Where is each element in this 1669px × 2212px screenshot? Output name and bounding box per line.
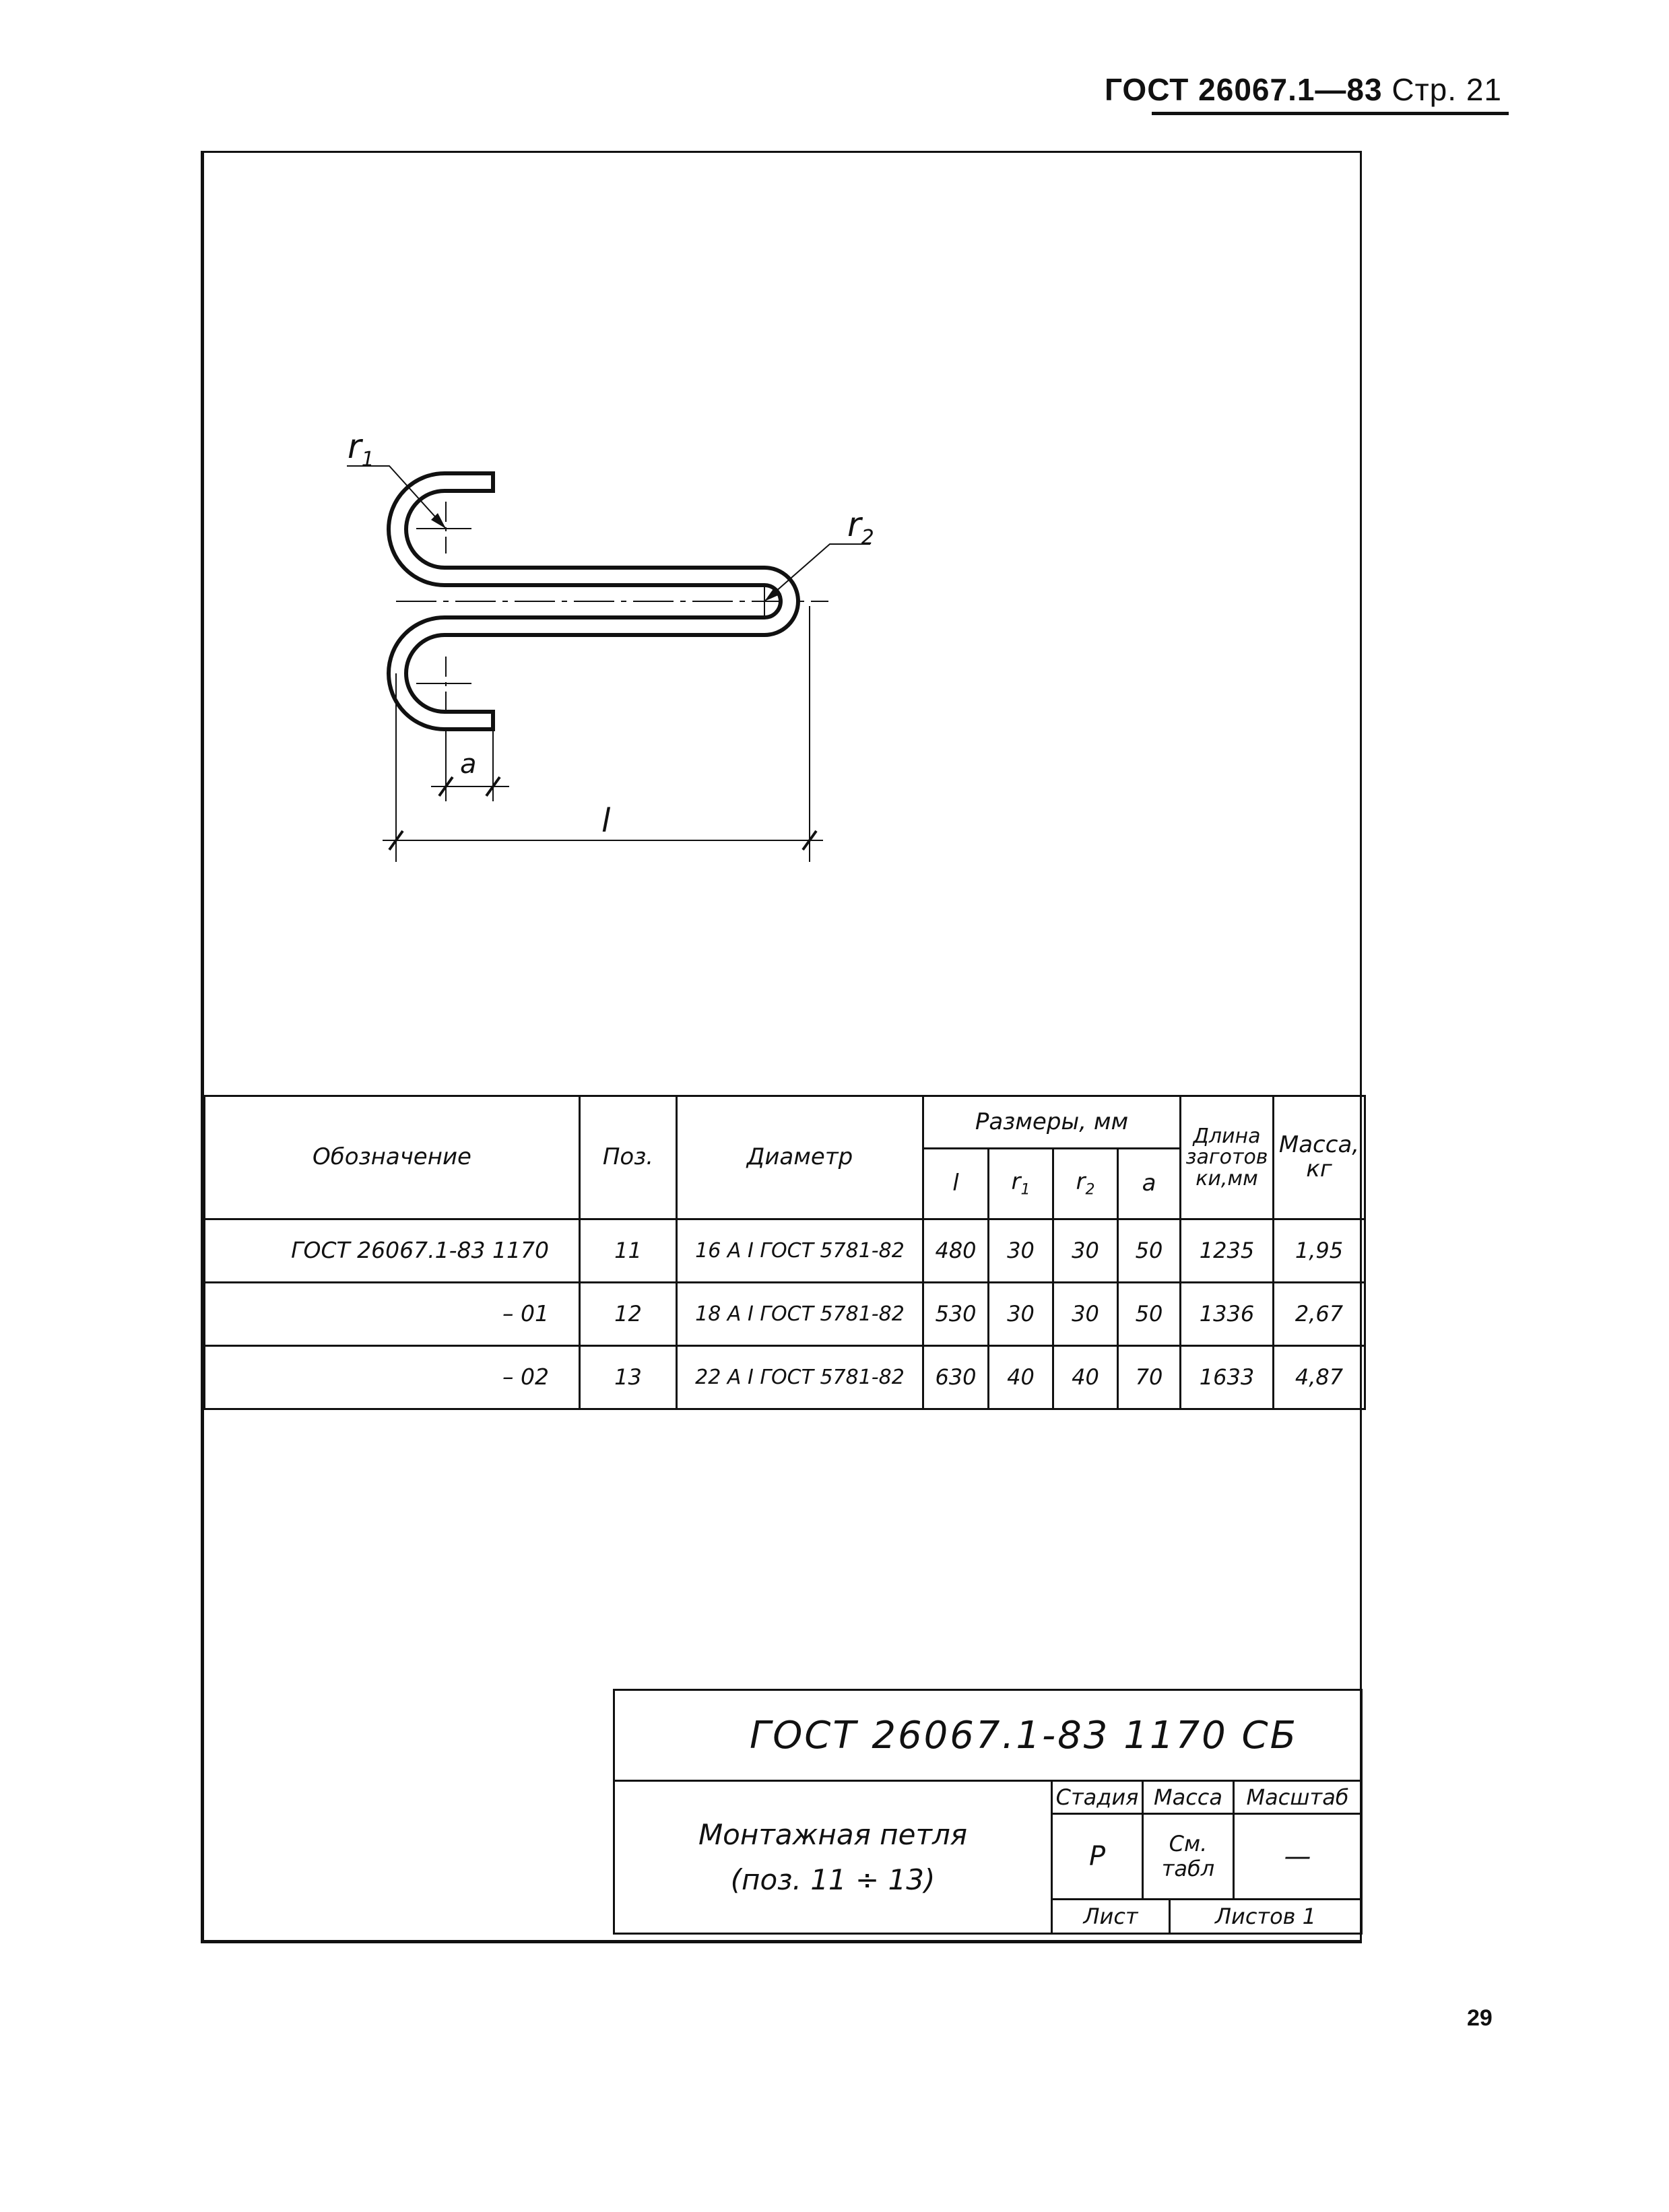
- col-diameter: Диаметр: [677, 1096, 923, 1219]
- leader-arrows: [431, 513, 781, 601]
- a-label: a: [460, 749, 477, 780]
- document-code: ГОСТ 26067.1-83 1170 СБ: [614, 1690, 1362, 1781]
- page-label: Стр. 21: [1392, 72, 1502, 107]
- title-block: [613, 1689, 1363, 1935]
- table-header-row: [204, 1096, 1365, 1149]
- mass-label: Масса: [1143, 1781, 1234, 1814]
- l-label: l: [601, 802, 611, 840]
- sheets-label: Листов 1: [1170, 1900, 1362, 1934]
- col-dimensions: Размеры, мм: [923, 1096, 1181, 1149]
- col-r1: $r_1$: [989, 1149, 1053, 1219]
- specification-table: [202, 1095, 1366, 1410]
- table-row: – 01 12 18 А I ГОСТ 5781-82 530 30 30 50 1336 2,67: [204, 1283, 1365, 1346]
- r1-label: $r_1$: [348, 427, 374, 471]
- sheet-label: Лист: [1052, 1900, 1170, 1934]
- table-row: ГОСТ 26067.1-83 1170 11 16 А I ГОСТ 5781-82 480 30 30 50 1235 1,95: [204, 1219, 1365, 1283]
- col-position: Поз.: [580, 1096, 677, 1219]
- col-blank-length: Длина заготов ки,мм: [1181, 1096, 1274, 1219]
- mass-value: См. табл: [1143, 1814, 1234, 1900]
- item-name: Монтажная петля (поз. 11 ÷ 13): [614, 1781, 1052, 1934]
- scale-value: —: [1234, 1814, 1362, 1900]
- scale-label: Масштаб: [1234, 1781, 1362, 1814]
- col-a: a: [1118, 1149, 1181, 1219]
- loop-drawing: [0, 0, 1669, 1077]
- table-row: – 02 13 22 А I ГОСТ 5781-82 630 40 40 70 1633 4,87: [204, 1346, 1365, 1409]
- page-number: 29: [1467, 2005, 1493, 2031]
- stage-label: Стадия: [1052, 1781, 1143, 1814]
- center-lines: [396, 502, 828, 714]
- col-r2: $r_2$: [1053, 1149, 1118, 1219]
- r2-label: $r_2$: [847, 505, 874, 549]
- standard-number: ГОСТ 26067.1—83: [1104, 72, 1383, 107]
- stage-value: Р: [1052, 1814, 1143, 1900]
- col-l: l: [923, 1149, 989, 1219]
- col-mass: Масса, кг: [1274, 1096, 1365, 1219]
- col-designation: Обозначение: [204, 1096, 580, 1219]
